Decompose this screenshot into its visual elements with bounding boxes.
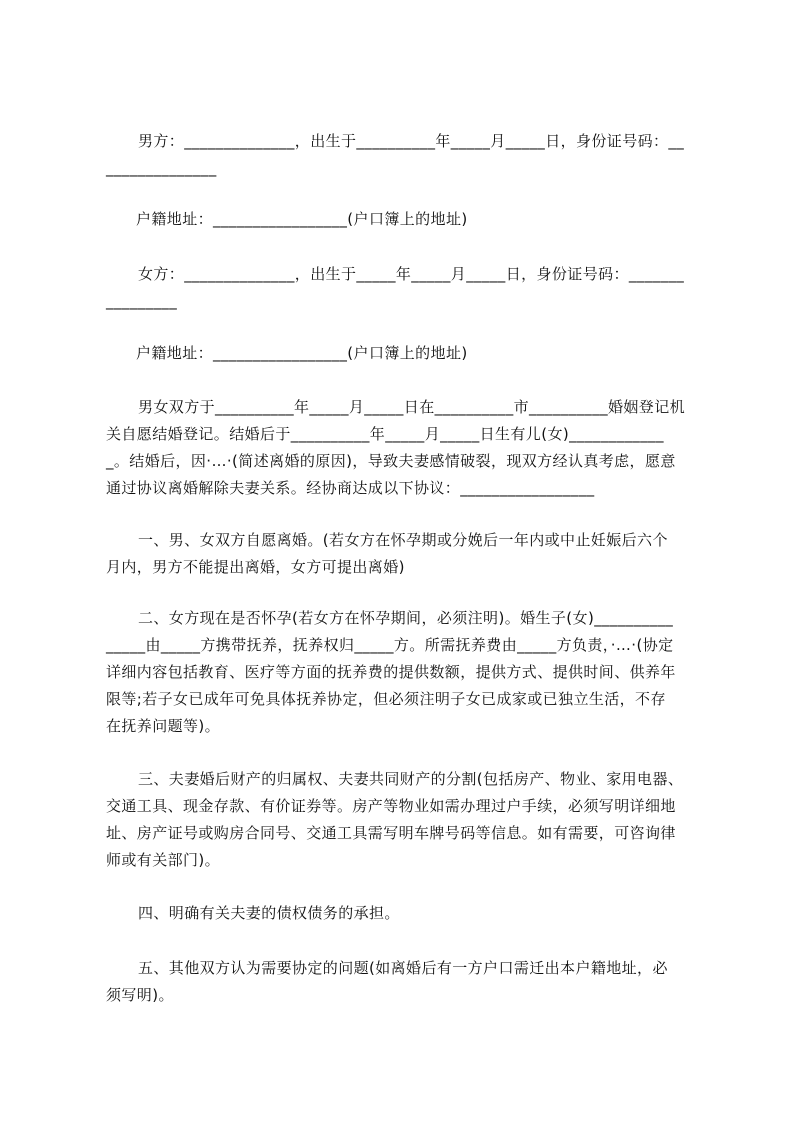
paragraph-intro [106, 394, 706, 502]
text-line: 户籍地址：_________________(户口簿上的地址) [136, 344, 468, 362]
text-line: 址、房产证号或购房合同号、交通工具需写明车牌号码等信息。如有需要，可咨询律 [106, 824, 676, 842]
text-line: 详细内容包括教育、医疗等方面的抚养费的提供数额，提供方式、提供时间、供养年 [106, 663, 676, 681]
text-line: _________ [106, 292, 178, 310]
text-line: 关自愿结婚登记。结婚后于__________年_____月_____日生有儿(女)____________ [106, 425, 664, 443]
text-line: 男方：______________，出生于__________年_____月_____日，身份证号码：__ [138, 132, 685, 150]
text-line: 须写明)。 [106, 986, 174, 1004]
paragraph-clause-4 [106, 900, 706, 927]
paragraph-female-party [106, 261, 706, 315]
text-line: 女方：______________，出生于_____年_____月_____日，身份证号码：_______ [138, 265, 685, 283]
text-line: 一、男、女双方自愿离婚。(若女方在怀孕期或分娩后一年内或中止妊娠后六个 [138, 531, 668, 549]
text-line: 交通工具、现金存款、有价证券等。房产等物业如需办理过户手续，必须写明详细地 [106, 797, 676, 815]
paragraph-clause-2 [106, 605, 706, 740]
paragraph-clause-1 [106, 527, 706, 581]
text-line: 男女双方于__________年_____月_____日在__________市__________婚姻登记机 [138, 398, 686, 416]
text-line: 在抚养问题等)。 [106, 717, 221, 735]
text-line: 月内，男方不能提出离婚，女方可提出离婚) [106, 558, 405, 576]
text-line: 通过协议离婚解除夫妻关系。经协商达成以下协议：_________________ [106, 479, 595, 497]
paragraph-female-address [106, 340, 706, 367]
text-line: 四、明确有关夫妻的债权债务的承担。 [138, 904, 400, 922]
paragraph-male-address [106, 206, 706, 233]
text-line: 师或有关部门)。 [106, 851, 221, 869]
paragraph-male-party [106, 128, 706, 182]
text-line: _。结婚后，因·…·(简述离婚的原因)，导致夫妻感情破裂，现双方经认真考虑，愿意 [106, 452, 676, 470]
text-line: 限等;若子女已成年可免具体抚养协定，但必须注明子女已成家或已独立生活，不存 [106, 690, 666, 708]
text-line: _____由_____方携带抚养，抚养权归_____方。所需抚养费由_____方负责，·…·(协定 [106, 636, 674, 654]
text-line: 三、夫妻婚后财产的归属权、夫妻共同财产的分割(包括房产、物业、家用电器、 [138, 770, 684, 788]
paragraph-clause-5 [106, 955, 706, 1009]
text-line: ______________ [106, 159, 217, 177]
text-line: 二、女方现在是否怀孕(若女方在怀孕期间，必须注明)。婚生子(女)__________ [138, 609, 674, 627]
text-line: 户籍地址：_________________(户口簿上的地址) [136, 210, 468, 228]
paragraph-clause-3 [106, 766, 706, 874]
text-line: 五、其他双方认为需要协定的问题(如离婚后有一方户口需迁出本户籍地址，必 [138, 959, 668, 977]
